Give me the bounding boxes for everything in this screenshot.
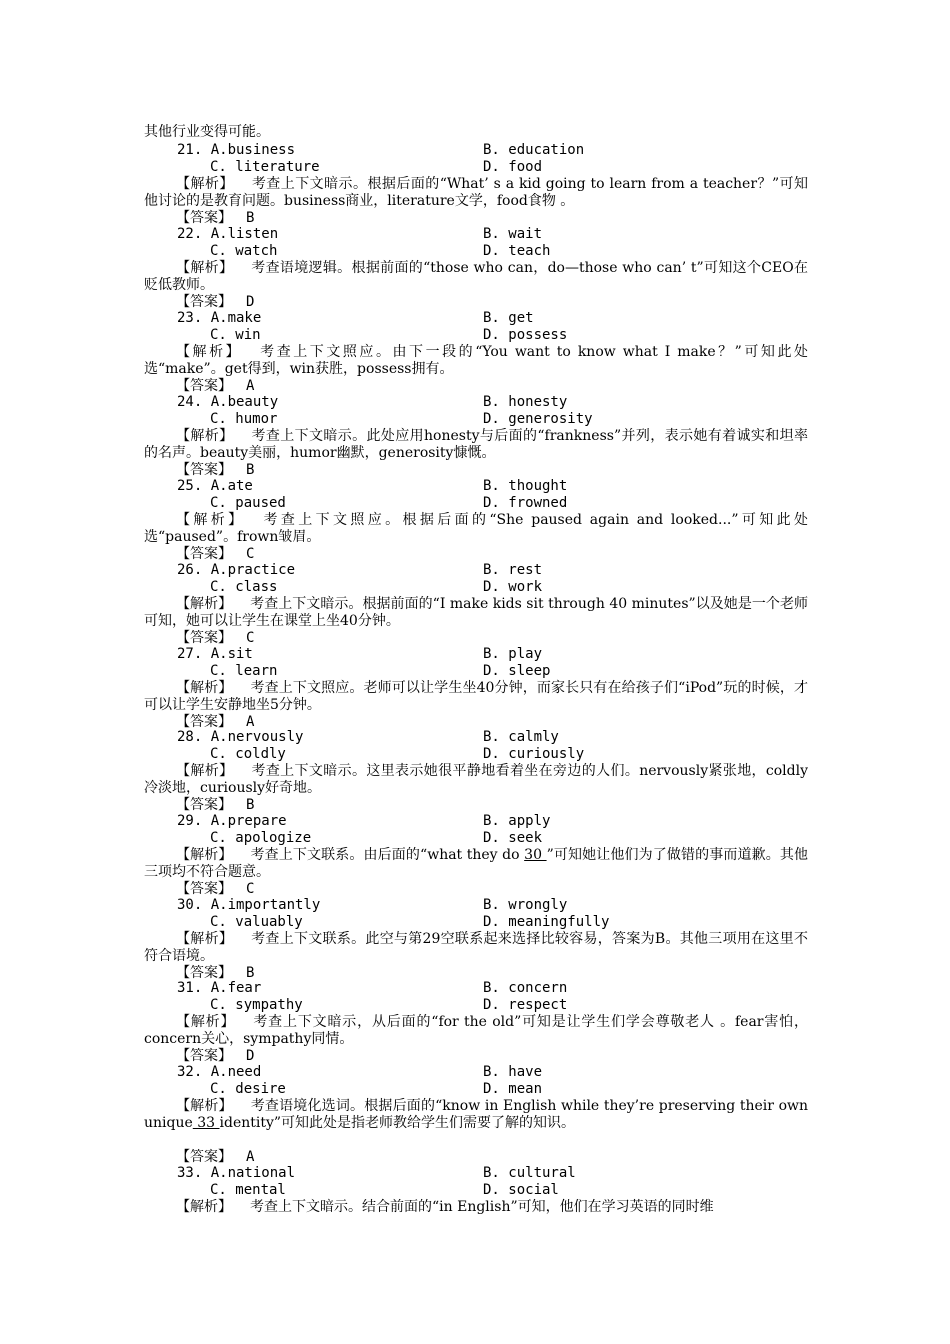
explanation-text: 考查上下文照应。根据后面的“She paused again and looked...”可知此处选“paused”。frown皱眉。 (144, 512, 809, 545)
option-c: C. win (210, 327, 261, 343)
option-row-cd (0, 1182, 950, 1198)
option-row-cd (0, 746, 950, 762)
explanation (144, 680, 808, 714)
option-row-ab (0, 226, 950, 242)
option-row-cd (0, 159, 950, 175)
option-row-cd (0, 1081, 950, 1097)
answer-value: A (246, 378, 255, 394)
analysis-label: 【解析】 (176, 680, 233, 696)
option-row-ab (0, 729, 950, 745)
analysis-label: 【解析】 (176, 596, 233, 612)
analysis-label: 【解析】 (176, 176, 234, 192)
option-d: D. sleep (483, 663, 551, 679)
option-b: B. cultural (483, 1165, 576, 1181)
option-c: C. apologize (210, 830, 312, 846)
answer-label: 【答案】 (176, 210, 232, 226)
option-d: D. curiously (483, 746, 585, 762)
option-row-ab (0, 646, 950, 662)
answer-value: A (246, 1149, 255, 1165)
explanation-text: 考查上下文暗示。根据后面的“What’ s a kid going to learn from a teacher？”可知他讨论的是教育问题。business商业，literature文学，food食物 。 (144, 176, 809, 209)
option-a: 26. A.practice (177, 562, 296, 578)
option-row-cd (0, 997, 950, 1013)
answer-value: D (246, 294, 255, 310)
answer-value: B (246, 462, 255, 478)
option-c: C. class (210, 579, 278, 595)
option-row-ab (0, 394, 950, 410)
option-b: B. apply (483, 813, 551, 829)
answer-value: A (246, 714, 255, 730)
analysis-label: 【解析】 (176, 260, 234, 276)
explanation (144, 763, 808, 797)
option-d: D. food (483, 159, 543, 175)
explanation-text: 考查上下文暗示。根据前面的“I make kids sit through 40 minutes”以及她是一个老师可知，她可以让学生在课堂上坐40分钟。 (144, 596, 808, 629)
explanation-text: 考查语境逻辑。根据前面的“those who can，do—those who can’ t”可知这个CEO在贬低教师。 (144, 260, 809, 293)
option-a: 21. A.business (177, 142, 296, 158)
option-a: 29. A.prepare (177, 813, 287, 829)
option-a: 31. A.fear (177, 980, 262, 996)
option-row-ab (0, 478, 950, 494)
option-d: D. teach (483, 243, 551, 259)
analysis-label: 【解析】 (176, 512, 246, 528)
explanation-text: 考查语境化选词。根据后面的“know in English while they’re preserving their own unique (144, 1098, 809, 1131)
answer-line (176, 294, 254, 310)
analysis-label: 【解析】 (176, 763, 234, 779)
explanation (144, 428, 808, 462)
answer-label: 【答案】 (176, 965, 232, 981)
option-b: B. have (483, 1064, 543, 1080)
answer-value: B (246, 797, 255, 813)
option-c: C. literature (210, 159, 320, 175)
option-b: B. honesty (483, 394, 568, 410)
option-row-ab (0, 310, 950, 326)
option-d: D. generosity (483, 411, 593, 427)
explanation (144, 1199, 808, 1216)
option-b: B. thought (483, 478, 568, 494)
option-row-ab (0, 1165, 950, 1181)
analysis-label: 【解析】 (176, 344, 243, 360)
analysis-label: 【解析】 (176, 1014, 236, 1030)
answer-label: 【答案】 (176, 378, 232, 394)
answer-line (176, 881, 254, 897)
option-row-cd (0, 411, 950, 427)
option-a: 30. A.importantly (177, 897, 321, 913)
answer-line (176, 462, 254, 478)
answer-label: 【答案】 (176, 294, 232, 310)
option-a: 28. A.nervously (177, 729, 304, 745)
explanation-text: 考查上下文联系。由后面的“what they do (250, 847, 525, 863)
explanation (144, 260, 808, 294)
option-a: 23. A.make (177, 310, 262, 326)
answer-label: 【答案】 (176, 881, 232, 897)
option-c: C. humor (210, 411, 278, 427)
option-row-ab (0, 142, 950, 158)
option-row-ab (0, 897, 950, 913)
option-row-cd (0, 663, 950, 679)
answer-value: C (246, 630, 255, 646)
option-row-cd (0, 914, 950, 930)
option-row-cd (0, 495, 950, 511)
option-c: C. sympathy (210, 997, 303, 1013)
explanation-text: 考查上下文暗示。这里表示她很平静地看着坐在旁边的人们。nervously紧张地，coldly冷淡地，curiously好奇地。 (144, 763, 809, 796)
option-c: C. mental (210, 1182, 286, 1198)
answer-value: C (246, 881, 255, 897)
option-row-cd (0, 579, 950, 595)
option-d: D. work (483, 579, 543, 595)
option-c: C. watch (210, 243, 278, 259)
option-d: D. respect (483, 997, 568, 1013)
option-c: C. learn (210, 663, 278, 679)
explanation-text: 考查上下文照应。老师可以让学生坐40分钟，而家长只有在给孩子们“iPod”玩的时候，才可以让学生安静地坐5分钟。 (144, 680, 808, 713)
explanation-text: 考查上下文暗示。此处应用honesty与后面的“frankness”并列，表示她有着诚实和坦率的名声。beauty美丽，humor幽默，generosity慷慨。 (144, 428, 809, 461)
explanation (144, 596, 808, 630)
answer-line (176, 1149, 254, 1165)
answer-label: 【答案】 (176, 630, 232, 646)
answer-line (176, 714, 254, 730)
option-b: B. education (483, 142, 585, 158)
option-d: D. mean (483, 1081, 543, 1097)
option-d: D. meaningfully (483, 914, 610, 930)
explanation (144, 512, 808, 546)
option-b: B. concern (483, 980, 568, 996)
analysis-label: 【解析】 (176, 931, 234, 947)
option-c: C. paused (210, 495, 286, 511)
answer-line (176, 210, 254, 226)
answer-line (176, 1048, 254, 1064)
intro-line: 其他行业变得可能。 (144, 124, 270, 140)
answer-value: B (246, 210, 255, 226)
option-row-cd (0, 327, 950, 343)
option-c: C. valuably (210, 914, 303, 930)
explanation-text: 考查上下文照应。由下一段的“You want to know what I make？”可知此处选“make”。get得到，win获胜，possess拥有。 (144, 344, 809, 377)
answer-label: 【答案】 (176, 797, 232, 813)
explanation-text: identity”可知此处是指老师教给学生们需要了解的知识。 (219, 1115, 576, 1131)
option-a: 25. A.ate (177, 478, 253, 494)
explanation (144, 344, 808, 378)
explanation (144, 847, 808, 881)
answer-label: 【答案】 (176, 546, 232, 562)
explanation (144, 1098, 808, 1132)
explanation-text: 考查上下文联系。此空与第29空联系起来选择比较容易，答案为B。其他三项用在这里不符合语境。 (144, 931, 808, 964)
answer-line (176, 546, 254, 562)
explanation-text: ”可知她让他们为了做错的事而道歉。其他三项均不符合题意。 (144, 847, 809, 880)
option-c: C. desire (210, 1081, 286, 1097)
answer-value: C (246, 546, 255, 562)
option-row-cd (0, 243, 950, 259)
explanation (144, 931, 808, 965)
explanation-text: 考查上下文暗示，从后面的“for the old”可知是让学生们学会尊敬老人 。fear害怕，concern关心，sympathy同情。 (144, 1014, 808, 1047)
option-d: D. seek (483, 830, 543, 846)
option-a: 27. A.sit (177, 646, 253, 662)
option-row-ab (0, 980, 950, 996)
option-d: D. social (483, 1182, 559, 1198)
option-c: C. coldly (210, 746, 286, 762)
answer-label: 【答案】 (176, 714, 232, 730)
option-b: B. calmly (483, 729, 559, 745)
option-a: 33. A.national (177, 1165, 296, 1181)
option-d: D. possess (483, 327, 568, 343)
answer-label: 【答案】 (176, 1149, 232, 1165)
option-b: B. wrongly (483, 897, 568, 913)
option-a: 32. A.need (177, 1064, 262, 1080)
option-a: 22. A.listen (177, 226, 279, 242)
blank-number: 33 (192, 1115, 220, 1131)
option-b: B. wait (483, 226, 543, 242)
answer-line (176, 630, 254, 646)
option-b: B. rest (483, 562, 543, 578)
option-b: B. get (483, 310, 534, 326)
explanation (144, 1014, 808, 1048)
answer-value: D (246, 1048, 255, 1064)
blank-number: 30 (524, 847, 547, 863)
option-row-cd (0, 830, 950, 846)
analysis-label: 【解析】 (176, 847, 233, 863)
explanation-text: 考查上下文暗示。结合前面的“in English”可知，他们在学习英语的同时维 (250, 1199, 714, 1215)
option-row-ab (0, 562, 950, 578)
analysis-label: 【解析】 (176, 428, 234, 444)
option-b: B. play (483, 646, 543, 662)
answer-label: 【答案】 (176, 1048, 232, 1064)
answer-line (176, 965, 254, 981)
answer-value: B (246, 965, 255, 981)
analysis-label: 【解析】 (176, 1199, 232, 1215)
option-row-ab (0, 813, 950, 829)
option-row-ab (0, 1064, 950, 1080)
explanation (144, 176, 808, 210)
option-a: 24. A.beauty (177, 394, 279, 410)
answer-line (176, 378, 254, 394)
analysis-label: 【解析】 (176, 1098, 233, 1114)
answer-label: 【答案】 (176, 462, 232, 478)
option-d: D. frowned (483, 495, 568, 511)
answer-line (176, 797, 254, 813)
